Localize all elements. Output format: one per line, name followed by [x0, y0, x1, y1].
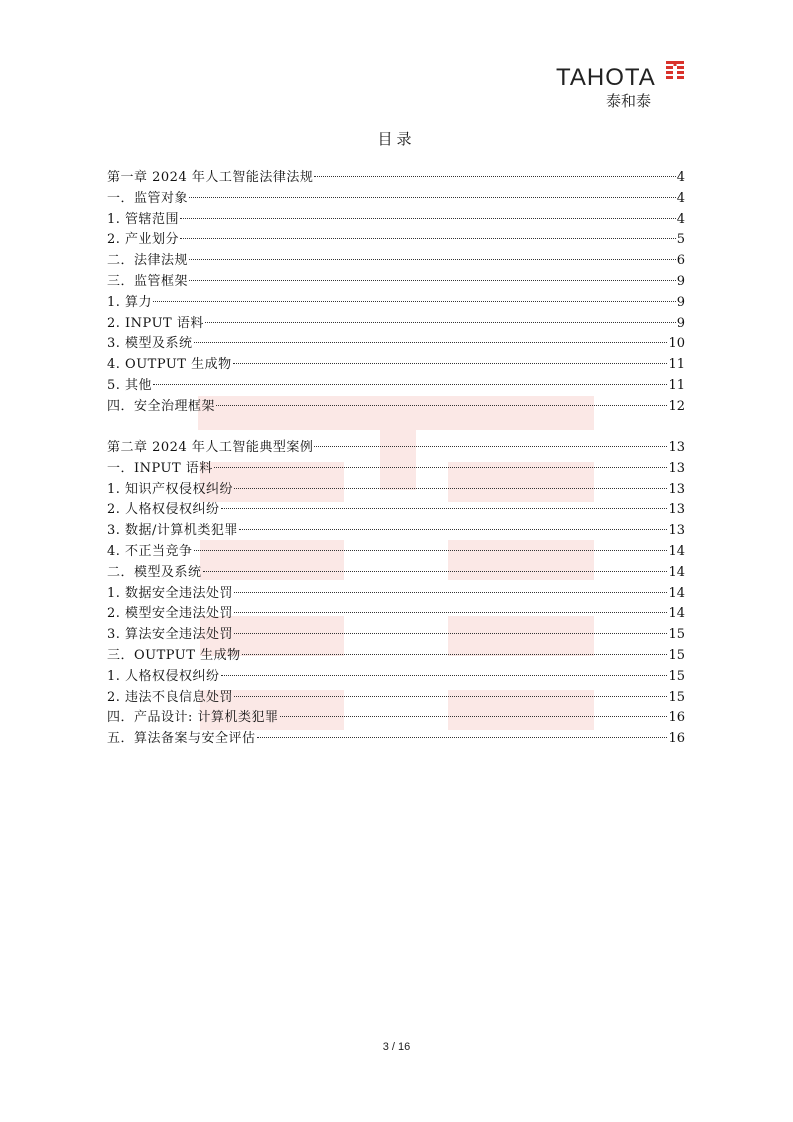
toc-leader-dots [314, 446, 667, 447]
toc-entry-page: 10 [668, 336, 685, 352]
toc-entry-label: 5. 其他 [107, 377, 153, 393]
toc-entry-page: 13 [668, 481, 685, 497]
toc-entry[interactable] [107, 459, 685, 480]
toc-entry-label: 三．OUTPUT 生成物 [107, 647, 241, 663]
toc-entry-label: 2. 违法不良信息处罚 [107, 689, 234, 705]
toc-leader-dots [234, 488, 667, 489]
toc-entry[interactable] [107, 293, 685, 314]
toc-entry[interactable] [107, 251, 685, 272]
toc-entry-label: 四．产品设计: 计算机类犯罪 [107, 710, 279, 726]
toc-entry[interactable] [107, 667, 685, 688]
toc-entry-label: 一．INPUT 语料 [107, 460, 213, 476]
page-title: 目录 [377, 130, 416, 148]
toc-entry-page: 11 [668, 357, 685, 373]
toc-section-2 [107, 438, 685, 750]
toc-section-1 [107, 168, 685, 418]
toc-entry-page: 9 [676, 294, 685, 310]
toc-leader-dots [234, 696, 667, 697]
toc-entry[interactable] [107, 646, 685, 667]
toc-leader-dots [239, 529, 668, 530]
toc-entry[interactable] [107, 168, 685, 189]
toc-entry-label: 3. 算法安全违法处罚 [107, 627, 234, 643]
toc-leader-dots [189, 259, 676, 260]
logo-brand-cn: 泰和泰 [606, 92, 652, 110]
toc-leader-dots [194, 550, 668, 551]
toc-entry-label: 二．模型及系统 [107, 564, 202, 580]
toc-leader-dots [194, 342, 668, 343]
toc-entry-label: 第一章 2024 年人工智能法律法规 [107, 170, 314, 185]
toc-entry-label: 3. 数据/计算机类犯罪 [107, 523, 238, 539]
toc-entry[interactable] [107, 334, 685, 355]
toc-entry[interactable] [107, 376, 685, 397]
toc-entry-page: 11 [668, 377, 685, 393]
toc-leader-dots [234, 612, 667, 613]
toc-leader-dots [214, 467, 668, 468]
toc-leader-dots [234, 592, 667, 593]
toc-entry-page: 15 [668, 647, 685, 663]
toc-leader-dots [153, 384, 667, 385]
toc-entry[interactable] [107, 708, 685, 729]
toc-leader-dots [153, 301, 676, 302]
company-logo [556, 60, 688, 112]
toc-entry-label: 三．监管框架 [107, 273, 189, 289]
toc-entry-label: 二．法律法规 [107, 253, 189, 269]
toc-entry[interactable] [107, 189, 685, 210]
toc-entry-page: 13 [668, 502, 685, 518]
toc-entry-page: 12 [668, 398, 685, 414]
toc-entry-label: 五．算法备案与安全评估 [107, 731, 256, 747]
toc-entry-page: 5 [676, 232, 685, 248]
toc-entry-label: 四．安全治理框架 [107, 398, 216, 414]
toc-entry-label: 1. 知识产权侵权纠纷 [107, 481, 234, 497]
toc-entry-label: 4. OUTPUT 生成物 [107, 357, 232, 373]
toc-entry-label: 1. 管辖范围 [107, 211, 180, 227]
toc-leader-dots [221, 675, 668, 676]
toc-entry[interactable] [107, 563, 685, 584]
toc-entry-label: 1. 算力 [107, 294, 153, 310]
toc-entry-page: 14 [668, 564, 685, 580]
toc-leader-dots [180, 218, 676, 219]
page-number: 3 / 16 [382, 1041, 411, 1053]
toc-entry-page: 16 [668, 710, 685, 726]
toc-entry-page: 16 [668, 731, 685, 747]
toc-entry[interactable] [107, 604, 685, 625]
toc-entry-label: 1. 人格权侵权纠纷 [107, 668, 220, 684]
toc-entry-label: 2. 产业划分 [107, 232, 180, 248]
toc-leader-dots [234, 633, 667, 634]
toc-entry[interactable] [107, 625, 685, 646]
toc-leader-dots [205, 322, 676, 323]
toc-entry-label: 1. 数据安全违法处罚 [107, 585, 234, 601]
toc-entry-page: 15 [668, 627, 685, 643]
toc-leader-dots [257, 737, 668, 738]
toc-leader-dots [280, 716, 668, 717]
toc-entry[interactable] [107, 355, 685, 376]
toc-entry-page: 13 [668, 440, 685, 455]
toc-leader-dots [189, 280, 676, 281]
toc-entry[interactable] [107, 542, 685, 563]
toc-entry-label: 第二章 2024 年人工智能典型案例 [107, 440, 314, 455]
toc-entry[interactable] [107, 521, 685, 542]
toc-entry-label: 2. 人格权侵权纠纷 [107, 502, 220, 518]
toc-entry[interactable] [107, 230, 685, 251]
toc-entry-page: 14 [668, 606, 685, 622]
toc-entry-page: 4 [676, 211, 685, 227]
toc-leader-dots [189, 197, 676, 198]
toc-entry-page: 15 [668, 689, 685, 705]
toc-entry-label: 3. 模型及系统 [107, 336, 193, 352]
toc-entry-page: 13 [668, 523, 685, 539]
toc-entry-page: 9 [676, 315, 685, 331]
toc-entry[interactable] [107, 314, 685, 335]
toc-entry[interactable] [107, 584, 685, 605]
toc-leader-dots [216, 405, 667, 406]
toc-entry-page: 14 [668, 585, 685, 601]
toc-entry-page: 14 [668, 543, 685, 559]
toc-entry-label: 4. 不正当竞争 [107, 543, 193, 559]
toc-entry[interactable] [107, 210, 685, 231]
toc-entry-page: 13 [668, 460, 685, 476]
toc-leader-dots [221, 508, 668, 509]
toc-entry-page: 4 [676, 190, 685, 206]
toc-entry-label: 2. INPUT 语料 [107, 315, 204, 331]
toc-entry[interactable] [107, 688, 685, 709]
toc-entry[interactable] [107, 272, 685, 293]
toc-entry[interactable] [107, 480, 685, 501]
toc-leader-dots [233, 363, 668, 364]
toc-entry-page: 4 [676, 170, 685, 185]
toc-entry[interactable] [107, 500, 685, 521]
logo-brand: TAHOTA [556, 64, 656, 91]
toc-leader-dots [203, 571, 668, 572]
toc-entry[interactable] [107, 397, 685, 418]
toc-entry-page: 6 [676, 253, 685, 269]
toc-leader-dots [242, 654, 668, 655]
toc-entry-label: 一．监管对象 [107, 190, 189, 206]
toc-entry-label: 2. 模型安全违法处罚 [107, 606, 234, 622]
toc-leader-dots [180, 238, 676, 239]
toc-entry-page: 15 [668, 668, 685, 684]
toc-entry[interactable] [107, 438, 685, 459]
toc-entry[interactable] [107, 729, 685, 750]
toc-entry-page: 9 [676, 273, 685, 289]
toc-leader-dots [314, 176, 675, 177]
logo-mark-icon [664, 60, 686, 82]
